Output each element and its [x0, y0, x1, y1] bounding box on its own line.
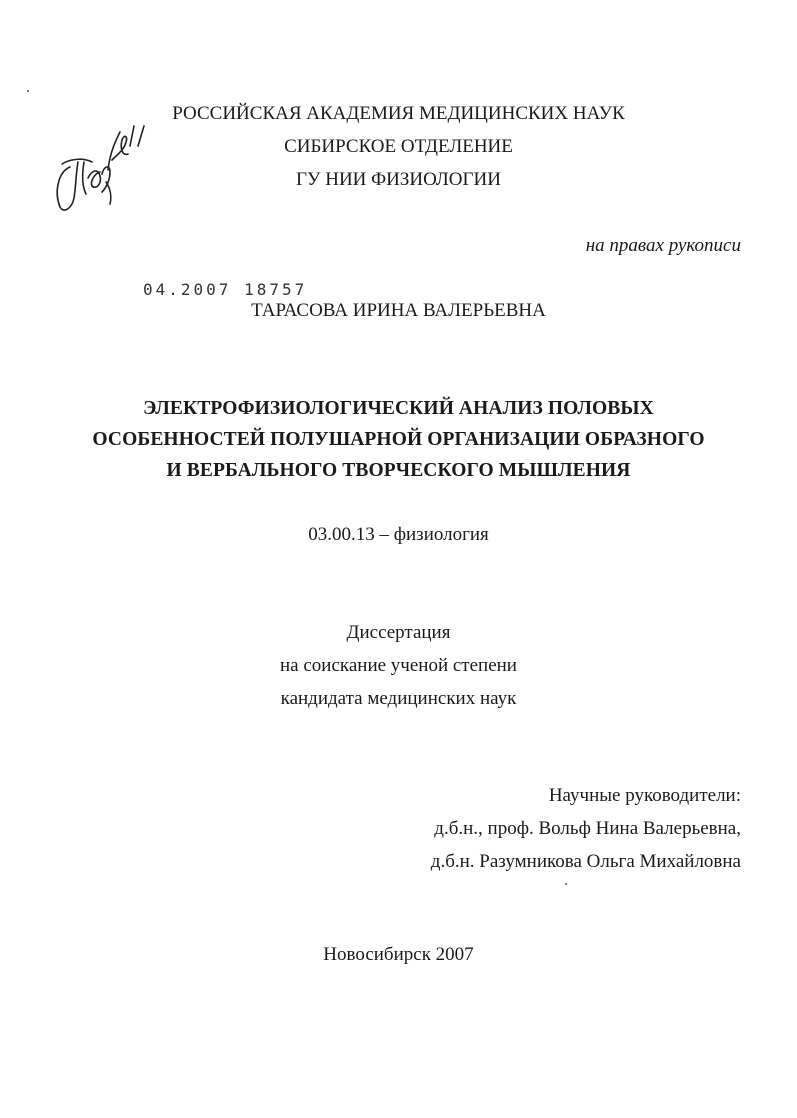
supervisor-2: д.б.н. Разумникова Ольга Михайловна [430, 851, 741, 872]
degree-line-2: на соискание ученой степени [280, 655, 517, 676]
thesis-title-line-3: И ВЕРБАЛЬНОГО ТВОРЧЕСКОГО МЫШЛЕНИЯ [166, 460, 631, 481]
institution-line-1: РОССИЙСКАЯ АКАДЕМИЯ МЕДИЦИНСКИХ НАУК [172, 103, 625, 124]
degree-line-1: Диссертация [346, 622, 451, 643]
supervisor-1: д.б.н., проф. Вольф Нина Валерьевна, [434, 818, 741, 839]
author-name: ТАРАСОВА ИРИНА ВАЛЕРЬЕВНА [251, 300, 546, 321]
institution-line-2: СИБИРСКОЕ ОТДЕЛЕНИЕ [284, 136, 513, 157]
scan-speck [27, 90, 29, 92]
thesis-title-line-1: ЭЛЕКТРОФИЗИОЛОГИЧЕСКИЙ АНАЛИЗ ПОЛОВЫХ [143, 398, 654, 419]
handwritten-signature [48, 112, 158, 217]
place-and-year: Новосибирск 2007 [323, 944, 474, 965]
supervisors-heading: Научные руководители: [548, 785, 741, 806]
rights-note: на правах рукописи [585, 235, 741, 256]
specialty-code: 03.00.13 – физиология [308, 524, 489, 545]
registration-stamp: 04.2007 18757 [143, 280, 308, 299]
degree-line-3: кандидата медицинских наук [280, 688, 517, 709]
scan-speck [565, 883, 567, 885]
institution-line-3: ГУ НИИ ФИЗИОЛОГИИ [296, 169, 501, 190]
thesis-title-line-2: ОСОБЕННОСТЕЙ ПОЛУШАРНОЙ ОРГАНИЗАЦИИ ОБРАЗНОГО [92, 429, 705, 450]
